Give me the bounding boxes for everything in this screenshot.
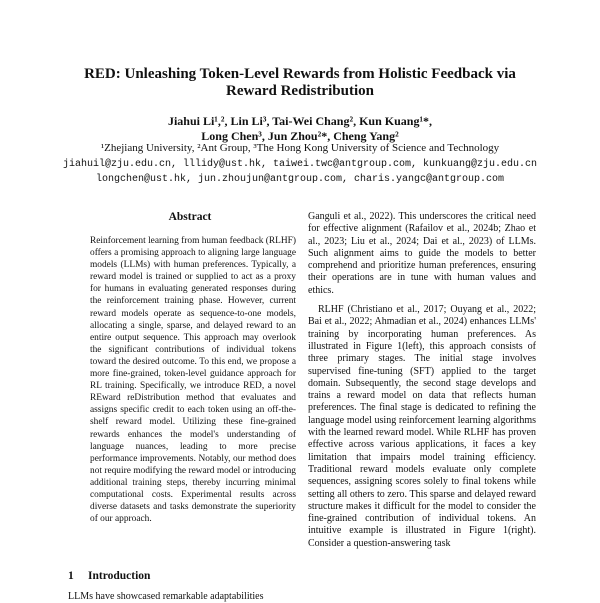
section-number: 1	[68, 570, 74, 582]
affiliations: ¹Zhejiang University, ²Ant Group, ³The Hong Kong University of Science and Technology	[100, 142, 500, 154]
introduction-first-line: LLMs have showcased remarkable adaptabilities	[68, 591, 264, 602]
section-heading-introduction	[68, 570, 298, 582]
right-column-paragraph-1: Ganguli et al., 2022). This underscores the critical need for effective alignment (Rafailov et al., 2024b; Zhao et al., 2023; Liu et al., 2024; Dai et al., 2023) of LLMs. Such alignment aims to guide the models to better comprehend and prioritize human preferences, ensuring their operations are in tune with human values and ethics.	[308, 211, 536, 296]
paper-title: RED: Unleashing Token-Level Rewards from Holistic Feedback via Reward Redistribution	[84, 66, 516, 99]
authors-line-1: Jiahui Li¹,², Lin Li³, Tai-Wei Chang², Kun Kuang¹*,	[167, 114, 433, 128]
abstract-text: Reinforcement learning from human feedback (RLHF) offers a promising approach to aligning large language models (LLMs) with human preferences. Typically, a reward model is trained or supplied to act as a proxy for humans in evaluating generated responses during the reinforcement training phase. However, current reward models operate as sequence-to-one models, allocating a single, sparse, and delayed reward to an entire output sequence. This approach may overlook the significant contributions of individual tokens toward the desired outcome. To this end, we propose a more fine-grained, token-level guidance approach for RL training. Specifically, we introduce RED, a novel REward reDistribution method that evaluates and assigns specific credit to each token using an off-the-shelf reward model. Utilizing these fine-grained rewards enhances the model's understanding of language nuances, leading to more precise performance improvements. Notably, our method does not require modifying the reward model or introducing additional training steps, thereby incurring minimal computational costs. Experimental results across diverse datasets and tasks demonstrate the superiority of our approach.	[90, 236, 296, 525]
emails-line-2: longchen@ust.hk, jun.zhoujun@antgroup.com, charis.yangc@antgroup.com	[95, 174, 505, 185]
author-list	[60, 114, 540, 144]
emails-line-1: jiahuil@zju.edu.cn, lllidy@ust.hk, taiwei.twc@antgroup.com, kunkuang@zju.edu.cn	[62, 159, 538, 170]
right-column-paragraph-2: RLHF (Christiano et al., 2017; Ouyang et al., 2022; Bai et al., 2022; Ahmadian et al., 2024) enhances LLMs' training by incorporating human preferences. As illustrated in Figure 1(left), this approach consists of three primary stages. The initial stage involves supervised fine-tuning (SFT) applied to the target domain. Subsequently, the second stage develops and trains a reward model on data that reflects human preferences. The final stage is dedicated to refining the language model using reinforcement learning algorithms with the learned reward model. While RLHF has proven effective across various applications, it faces a key limitation that impairs model training efficiency. Traditional reward models evaluate only complete sequences, assigning scores solely to final tokens while setting all others to zero. This sparse and delayed reward structure makes it difficult for the model to consider the fine-grained contribution of individual tokens. An intuitive example is illustrated in Figure 1(right). Consider a question-answering task	[308, 304, 536, 549]
section-title: Introduction	[88, 570, 151, 582]
authors-line-2: Long Chen³, Jun Zhou²*, Cheng Yang²	[201, 129, 399, 143]
author-emails	[20, 157, 580, 187]
right-column-text	[308, 211, 536, 550]
abstract-heading: Abstract	[168, 211, 212, 223]
